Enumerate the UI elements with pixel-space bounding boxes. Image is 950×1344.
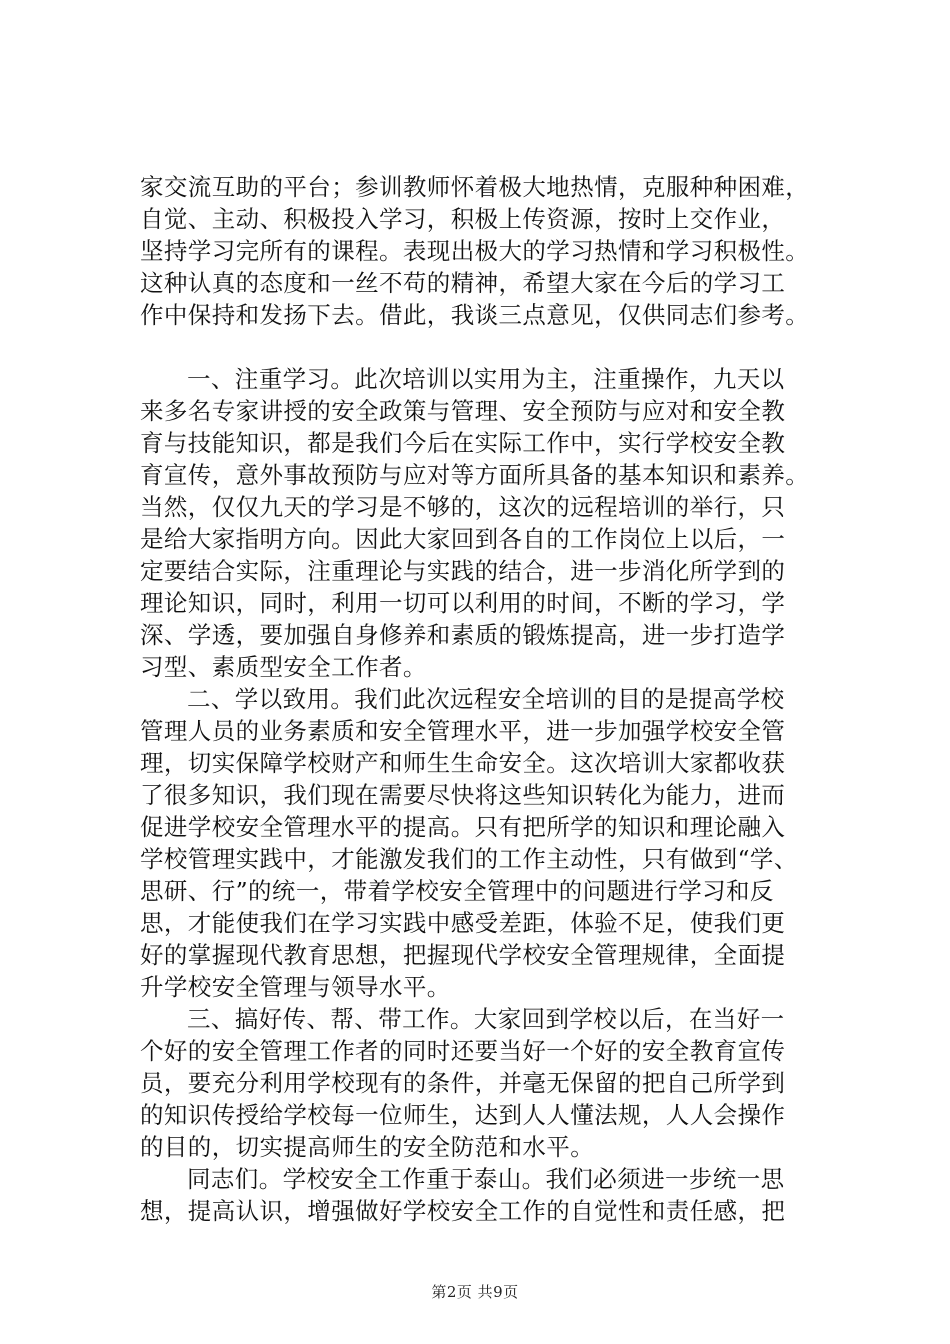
text-line: 了很多知识，我们现在需要尽快将这些知识转化为能力，进而 xyxy=(140,781,786,809)
text-line: 定要结合实际，注重理论与实践的结合，进一步消化所学到的 xyxy=(140,557,786,585)
text-line: 这种认真的态度和一丝不苟的精神，希望大家在今后的学习工 xyxy=(140,269,786,297)
text-line: 是给大家指明方向。因此大家回到各自的工作岗位上以后，一 xyxy=(140,525,786,553)
closing-paragraph-line: 同志们。学校安全工作重于泰山。我们必须进一步统一思 xyxy=(187,1165,785,1193)
text-line: 员，要充分利用学校现有的条件，并毫无保留的把自己所学到 xyxy=(140,1069,786,1097)
text-line: 管理人员的业务素质和安全管理水平，进一步加强学校安全管 xyxy=(140,717,786,745)
text-line: 深、学透，要加强自身修养和素质的锻炼提高，进一步打造学 xyxy=(140,621,786,649)
text-line: 坚持学习完所有的课程。表现出极大的学习热情和学习积极性。 xyxy=(140,237,810,265)
page-number-footer: 第2页 共9页 xyxy=(431,1283,519,1301)
text-line: 来多名专家讲授的安全政策与管理、安全预防与应对和安全教 xyxy=(140,397,786,425)
text-line: 个好的安全管理工作者的同时还要当好一个好的安全教育宣传 xyxy=(140,1037,786,1065)
text-line: 家交流互助的平台；参训教师怀着极大地热情，克服种种困难， xyxy=(140,173,810,201)
blank-line xyxy=(140,331,852,363)
document-body xyxy=(140,171,852,1227)
text-line: 好的掌握现代教育思想，把握现代学校安全管理规律，全面提 xyxy=(140,941,786,969)
section-two-heading-line: 二、学以致用。我们此次远程安全培训的目的是提高学校 xyxy=(187,685,785,713)
text-line: 思，才能使我们在学习实践中感受差距，体验不足，使我们更 xyxy=(140,909,786,937)
text-line: 自觉、主动、积极投入学习，积极上传资源，按时上交作业， xyxy=(140,205,786,233)
text-line: 的目的，切实提高师生的安全防范和水平。 xyxy=(140,1133,595,1161)
text-line: 思研、行”的统一，带着学校安全管理中的问题进行学习和反 xyxy=(140,877,774,905)
text-line: 理，切实保障学校财产和师生生命安全。这次培训大家都收获 xyxy=(140,749,786,777)
text-line: 育与技能知识，都是我们今后在实际工作中，实行学校安全教 xyxy=(140,429,786,457)
text-line: 想，提高认识，增强做好学校安全工作的自觉性和责任感，把 xyxy=(140,1197,786,1225)
text-line: 作中保持和发扬下去。借此，我谈三点意见，仅供同志们参考。 xyxy=(140,301,810,329)
text-line: 当然，仅仅九天的学习是不够的，这次的远程培训的举行，只 xyxy=(140,493,786,521)
text-line: 育宣传，意外事故预防与应对等方面所具备的基本知识和素养。 xyxy=(140,461,810,489)
text-line: 学校管理实践中，才能激发我们的工作主动性，只有做到“学、 xyxy=(140,845,798,873)
section-three-heading-line: 三、搞好传、帮、带工作。大家回到学校以后，在当好一 xyxy=(187,1005,785,1033)
text-line: 促进学校安全管理水平的提高。只有把所学的知识和理论融入 xyxy=(140,813,786,841)
text-line: 理论知识，同时，利用一切可以利用的时间，不断的学习，学 xyxy=(140,589,786,617)
text-line: 习型、素质型安全工作者。 xyxy=(140,653,427,681)
section-one-heading-line: 一、注重学习。此次培训以实用为主，注重操作，九天以 xyxy=(187,365,785,393)
text-line: 的知识传授给学校每一位师生，达到人人懂法规，人人会操作 xyxy=(140,1101,786,1129)
text-line: 升学校安全管理与领导水平。 xyxy=(140,973,451,1001)
